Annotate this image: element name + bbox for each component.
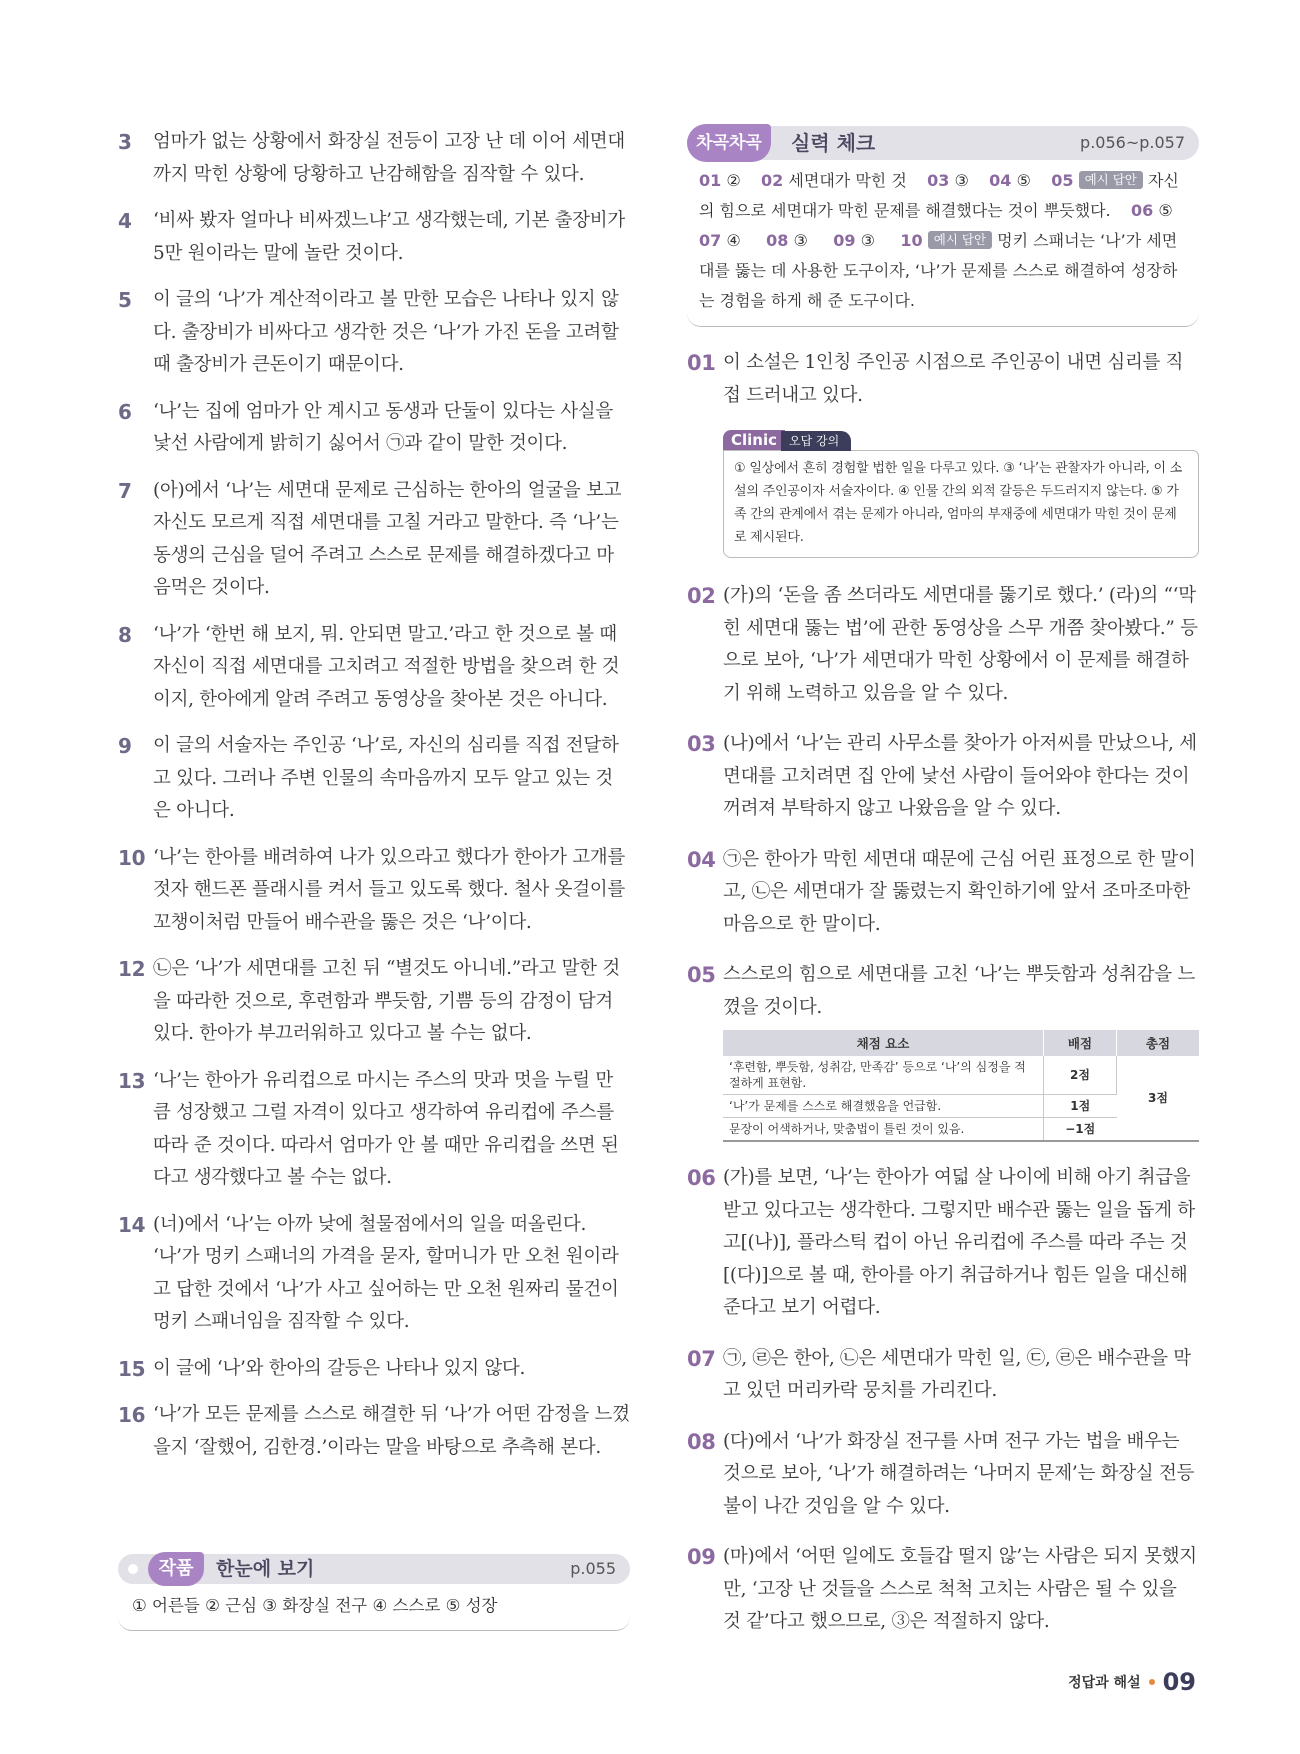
example-answer-tag: 예시 답안 bbox=[928, 231, 992, 249]
scoring-table-header bbox=[723, 1030, 1199, 1056]
skill-check-title: 실력 체크 bbox=[791, 131, 876, 155]
left-column bbox=[118, 126, 630, 1478]
skill-check-header bbox=[687, 126, 1199, 160]
answer-item bbox=[118, 1209, 630, 1339]
item-text: ‘나’는 한아가 유리컵으로 마시는 주스의 맛과 멋을 누릴 만큼 성장했고 그럴 자격이 있다고 생각하여 유리컵에 주스를 따라 준 것이다. 따라서 엄마가 안 볼 때만 유리컵을 쓰면 된다고 생각했다고 볼 수는 없다. bbox=[153, 1069, 619, 1188]
points-cell: 2점 bbox=[1044, 1056, 1117, 1095]
item-number: 13 bbox=[118, 1068, 146, 1093]
item-number: 08 bbox=[687, 1429, 716, 1454]
item-text: 스스로의 힘으로 세면대를 고친 ‘나’는 뿌듯함과 성취감을 느꼈을 것이다. bbox=[723, 964, 1195, 1018]
answer-item bbox=[118, 842, 630, 940]
clinic-text: ① 일상에서 흔히 경험할 법한 일을 다루고 있다. ③ ‘나’는 관찰자가 아니라, 이 소설의 주인공이자 서술자이다. ④ 인물 간의 외적 갈등은 두드러지지 않는다. ⑤ 가족 간의 관계에서 겪는 문제가 아니라, 엄마의 부재중에 세면대가 막힌 것이 문제로 제시된다. bbox=[723, 450, 1199, 558]
work-page-ref: p.055 bbox=[570, 1559, 616, 1578]
answer-number: 06 bbox=[1130, 201, 1154, 220]
item-number: 01 bbox=[687, 351, 716, 375]
points-cell: −1점 bbox=[1044, 1118, 1117, 1142]
clinic-tab bbox=[723, 430, 851, 450]
item-number: 10 bbox=[118, 845, 146, 870]
item-text: (가)의 ‘돈을 좀 쓰더라도 세면대를 뚫기로 했다.’ (라)의 “‘막힌 세면대 뚫는 법’에 관한 동영상을 스무 개쯤 찾아봤다.” 등으로 보아, ‘나’가 세면대가 막힌 상황에서 이 문제를 해결하기 위해 노력하고 있음을 알 수 있다. bbox=[723, 585, 1198, 704]
footer-label: 정답과 해설 bbox=[1068, 1675, 1141, 1691]
item-number: 16 bbox=[118, 1403, 146, 1427]
item-number: 06 bbox=[687, 1166, 716, 1190]
example-answer-tag: 예시 답안 bbox=[1079, 171, 1143, 189]
item-text: ‘나’가 ‘한번 해 보지, 뭐. 안되면 말고.’라고 한 것으로 볼 때 자신이 직접 세면대를 고치려고 적절한 방법을 찾으려 한 것이지, 한아에게 알려 주려고 동영상을 찾아본 것은 아니다. bbox=[153, 623, 620, 710]
item-number: 15 bbox=[118, 1356, 146, 1381]
item-number: 7 bbox=[118, 478, 132, 503]
work-summary-header bbox=[118, 1554, 630, 1584]
answer-number: 03 bbox=[927, 171, 950, 190]
work-summary-box bbox=[118, 1554, 630, 1631]
skill-check-answers bbox=[687, 160, 1199, 327]
item-text: (마)에서 ‘어떤 일에도 호들갑 떨지 않’는 사람은 되지 못했지만, ‘고장 난 것들을 스스로 척척 고치는 사람은 될 수 있을 것 같’다고 했으므로, ③은 적절하지 않다. bbox=[723, 1546, 1197, 1632]
item-number: 8 bbox=[118, 622, 132, 647]
item-text: 이 글에 ‘나’와 한아의 갈등은 나타나 있지 않다. bbox=[153, 1357, 526, 1379]
answer-value: ③ bbox=[793, 231, 808, 250]
item-number: 07 bbox=[687, 1346, 716, 1371]
criterion-cell: ‘나’가 문제를 스스로 해결했음을 언급함. bbox=[723, 1095, 1044, 1118]
clinic-sublabel: 오답 강의 bbox=[781, 431, 851, 451]
skill-check-box bbox=[687, 126, 1199, 327]
points-cell: 1점 bbox=[1044, 1095, 1117, 1118]
criterion-cell: 문장이 어색하거나, 맞춤법이 틀린 것이 있음. bbox=[723, 1118, 1044, 1142]
answer-item bbox=[118, 730, 630, 828]
answer-value: ③ bbox=[954, 171, 969, 190]
skill-check-page-ref: p.056~p.057 bbox=[1080, 133, 1185, 152]
total-cell: 3점 bbox=[1117, 1056, 1200, 1141]
item-text: (아)에서 ‘나’는 세면대 문제로 근심하는 한아의 얼굴을 보고 자신도 모르게 직접 세면대를 고칠 거라고 말한다. 즉 ‘나’는 동생의 근심을 덜어 주려고 스스로 문제를 해결하겠다고 마음먹은 것이다. bbox=[153, 479, 622, 598]
item-number: 03 bbox=[687, 732, 716, 756]
answer-value: ⑤ bbox=[1016, 171, 1031, 190]
item-text: ㉠, ㉣은 한아, ㉡은 세면대가 막힌 일, ㉢, ㉣은 배수관을 막고 있던 머리카락 뭉치를 가리킨다. bbox=[723, 1347, 1191, 1401]
answer-number: 01 bbox=[699, 171, 722, 190]
header-points: 배점 bbox=[1044, 1030, 1117, 1056]
item-number: 12 bbox=[118, 957, 146, 981]
answer-number: 09 bbox=[833, 231, 856, 250]
work-title: 한눈에 보기 bbox=[216, 1558, 315, 1580]
right-column bbox=[687, 126, 1199, 1657]
item-text: 엄마가 없는 상황에서 화장실 전등이 고장 난 데 이어 세면대까지 막힌 상황에 당황하고 난감해함을 짐작할 수 있다. bbox=[153, 131, 625, 185]
explanation-item bbox=[687, 1343, 1199, 1408]
item-number: 02 bbox=[687, 584, 716, 608]
item-number: 6 bbox=[118, 399, 132, 424]
criterion-cell: ‘후련함, 뿌듯함, 성취감, 만족감’ 등으로 ‘나’의 심정을 적절하게 표현함. bbox=[723, 1056, 1044, 1095]
answer-item bbox=[118, 1353, 630, 1386]
answer-number: 02 bbox=[761, 171, 784, 190]
work-summary-text: ① 어른들 ② 근심 ③ 화장실 전구 ④ 스스로 ⑤ 성장 bbox=[118, 1584, 630, 1631]
item-text: 이 소설은 1인칭 주인공 시점으로 주인공이 내면 심리를 직접 드러내고 있다. bbox=[723, 352, 1184, 406]
page-footer bbox=[1068, 1668, 1196, 1696]
item-text: ‘나’는 집에 엄마가 안 계시고 동생과 단둘이 있다는 사실을 낯선 사람에게 밝히기 싫어서 ㉠과 같이 말한 것이다. bbox=[153, 400, 613, 454]
answer-item bbox=[118, 205, 630, 270]
table-row bbox=[723, 1056, 1199, 1095]
answer-number: 08 bbox=[766, 231, 789, 250]
answer-item bbox=[118, 1065, 630, 1195]
answer-value: 자신의 힘으로 세면대가 막힌 문제를 해결했다는 것이 뿌듯했다. bbox=[699, 171, 1179, 220]
header-total: 총점 bbox=[1117, 1030, 1200, 1056]
item-text: 이 글의 ‘나’가 계산적이라고 볼 만한 모습은 나타나 있지 않다. 출장비가 비싸다고 생각한 것은 ‘나’가 가진 돈을 고려할 때 출장비가 큰돈이기 때문이다. bbox=[153, 289, 619, 375]
explanation-item bbox=[687, 1541, 1199, 1639]
work-badge: 작품 bbox=[148, 1552, 204, 1586]
item-number: 09 bbox=[687, 1545, 716, 1569]
explanation-item bbox=[687, 347, 1199, 412]
explanation-item bbox=[687, 1426, 1199, 1524]
item-text: (다)에서 ‘나’가 화장실 전구를 사며 전구 가는 법을 배우는 것으로 보아, ‘나’가 해결하려는 ‘나머지 문제’는 화장실 전등불이 나간 것임을 알 수 있다. bbox=[723, 1430, 1195, 1517]
clinic-label: Clinic bbox=[723, 430, 785, 450]
header-criterion: 채점 요소 bbox=[723, 1030, 1044, 1056]
item-number: 5 bbox=[118, 288, 132, 312]
item-text: (나)에서 ‘나’는 관리 사무소를 찾아가 아저씨를 만났으나, 세면대를 고치려면 집 안에 낯선 사람이 들어와야 한다는 것이 꺼려져 부탁하지 않고 나왔음을 알 수 있다. bbox=[723, 733, 1197, 819]
explanation-item bbox=[687, 844, 1199, 942]
item-number: 04 bbox=[687, 847, 716, 872]
answer-item bbox=[118, 475, 630, 605]
item-text: (가)를 보면, ‘나’는 한아가 여덟 살 나이에 비해 아기 취급을 받고 있다고는 생각한다. 그렇지만 배수관 뚫는 일을 돕게 하고[(나)], 플라스틱 컵이 아닌 유리컵에 주스를 따라 주는 것[(다)]으로 볼 때, 한아를 아기 취급하거나 힘든 일을 대신해 준다고 보기 어렵다. bbox=[723, 1167, 1195, 1318]
explanation-item bbox=[687, 728, 1199, 826]
answer-item bbox=[118, 284, 630, 382]
item-text: ‘비싸 봤자 얼마나 비싸겠느냐’고 생각했는데, 기본 출장비가 5만 원이라는 말에 놀란 것이다. bbox=[153, 210, 625, 264]
scoring-table bbox=[723, 1030, 1199, 1142]
answer-item bbox=[118, 619, 630, 717]
answer-item bbox=[118, 396, 630, 461]
answer-number: 05 bbox=[1051, 171, 1074, 190]
item-number: 4 bbox=[118, 209, 132, 233]
page-number: 09 bbox=[1162, 1668, 1196, 1696]
answer-value: ③ bbox=[860, 231, 875, 250]
answer-value: ② bbox=[726, 171, 741, 190]
item-number: 9 bbox=[118, 734, 132, 758]
explanation-item bbox=[687, 959, 1199, 1024]
skill-check-badge: 차곡차곡 bbox=[687, 124, 771, 162]
answer-number: 07 bbox=[699, 231, 722, 250]
item-number: 05 bbox=[687, 963, 716, 987]
footer-dot-icon bbox=[1149, 1679, 1155, 1685]
answer-value: ⑤ bbox=[1158, 201, 1173, 220]
item-text: ‘나’가 모든 문제를 스스로 해결한 뒤 ‘나’가 어떤 감정을 느꼈을지 ‘잘했어, 김한경.’이라는 말을 바탕으로 추측해 본다. bbox=[153, 1404, 630, 1458]
answer-value: ④ bbox=[726, 231, 741, 250]
bullet-dot-icon bbox=[128, 1564, 138, 1574]
item-number: 3 bbox=[118, 130, 132, 154]
answer-number: 10 bbox=[900, 231, 923, 250]
clinic-box bbox=[723, 430, 1199, 558]
item-text: ㉠은 한아가 막힌 세면대 때문에 근심 어린 표정으로 한 말이고, ㉡은 세면대가 잘 뚫렸는지 확인하기에 앞서 조마조마한 마음으로 한 말이다. bbox=[723, 848, 1196, 935]
item-text: ‘나’는 한아를 배려하여 나가 있으라고 했다가 한아가 고개를 젓자 핸드폰 플래시를 켜서 들고 있도록 했다. 철사 옷걸이를 꼬챙이처럼 만들어 배수관을 뚫은 것은 ‘나’이다. bbox=[153, 846, 625, 933]
answer-item bbox=[118, 1399, 630, 1464]
answer-item bbox=[118, 126, 630, 191]
item-text: (너)에서 ‘나’는 아까 낮에 철물점에서의 일을 떠올린다. ‘나’가 멍키 스패너의 가격을 묻자, 할머니가 만 오천 원이라고 답한 것에서 ‘나’가 사고 싶어하는 만 오천 원짜리 물건이 멍키 스패너임을 짐작할 수 있다. bbox=[153, 1213, 619, 1332]
item-text: ㉡은 ‘나’가 세면대를 고친 뒤 “별것도 아니네.”라고 말한 것을 따라한 것으로, 후련함과 뿌듯함, 기쁨 등의 감정이 담겨 있다. 한아가 부끄러워하고 있다고 볼 수는 없다. bbox=[153, 958, 620, 1044]
answer-value: 세면대가 막힌 것 bbox=[788, 171, 907, 190]
item-text: 이 글의 서술자는 주인공 ‘나’로, 자신의 심리를 직접 전달하고 있다. 그러나 주변 인물의 속마음까지 모두 알고 있는 것은 아니다. bbox=[153, 735, 619, 821]
answer-number: 04 bbox=[989, 171, 1012, 190]
explanation-item bbox=[687, 1162, 1199, 1325]
answer-value: 멍키 스패너는 ‘나’가 세면대를 뚫는 데 사용한 도구이자, ‘나’가 문제를 스스로 해결하여 성장하는 경험을 하게 해 준 도구이다. bbox=[699, 231, 1178, 310]
explanation-item bbox=[687, 580, 1199, 710]
answer-item bbox=[118, 953, 630, 1051]
item-number: 14 bbox=[118, 1212, 146, 1237]
